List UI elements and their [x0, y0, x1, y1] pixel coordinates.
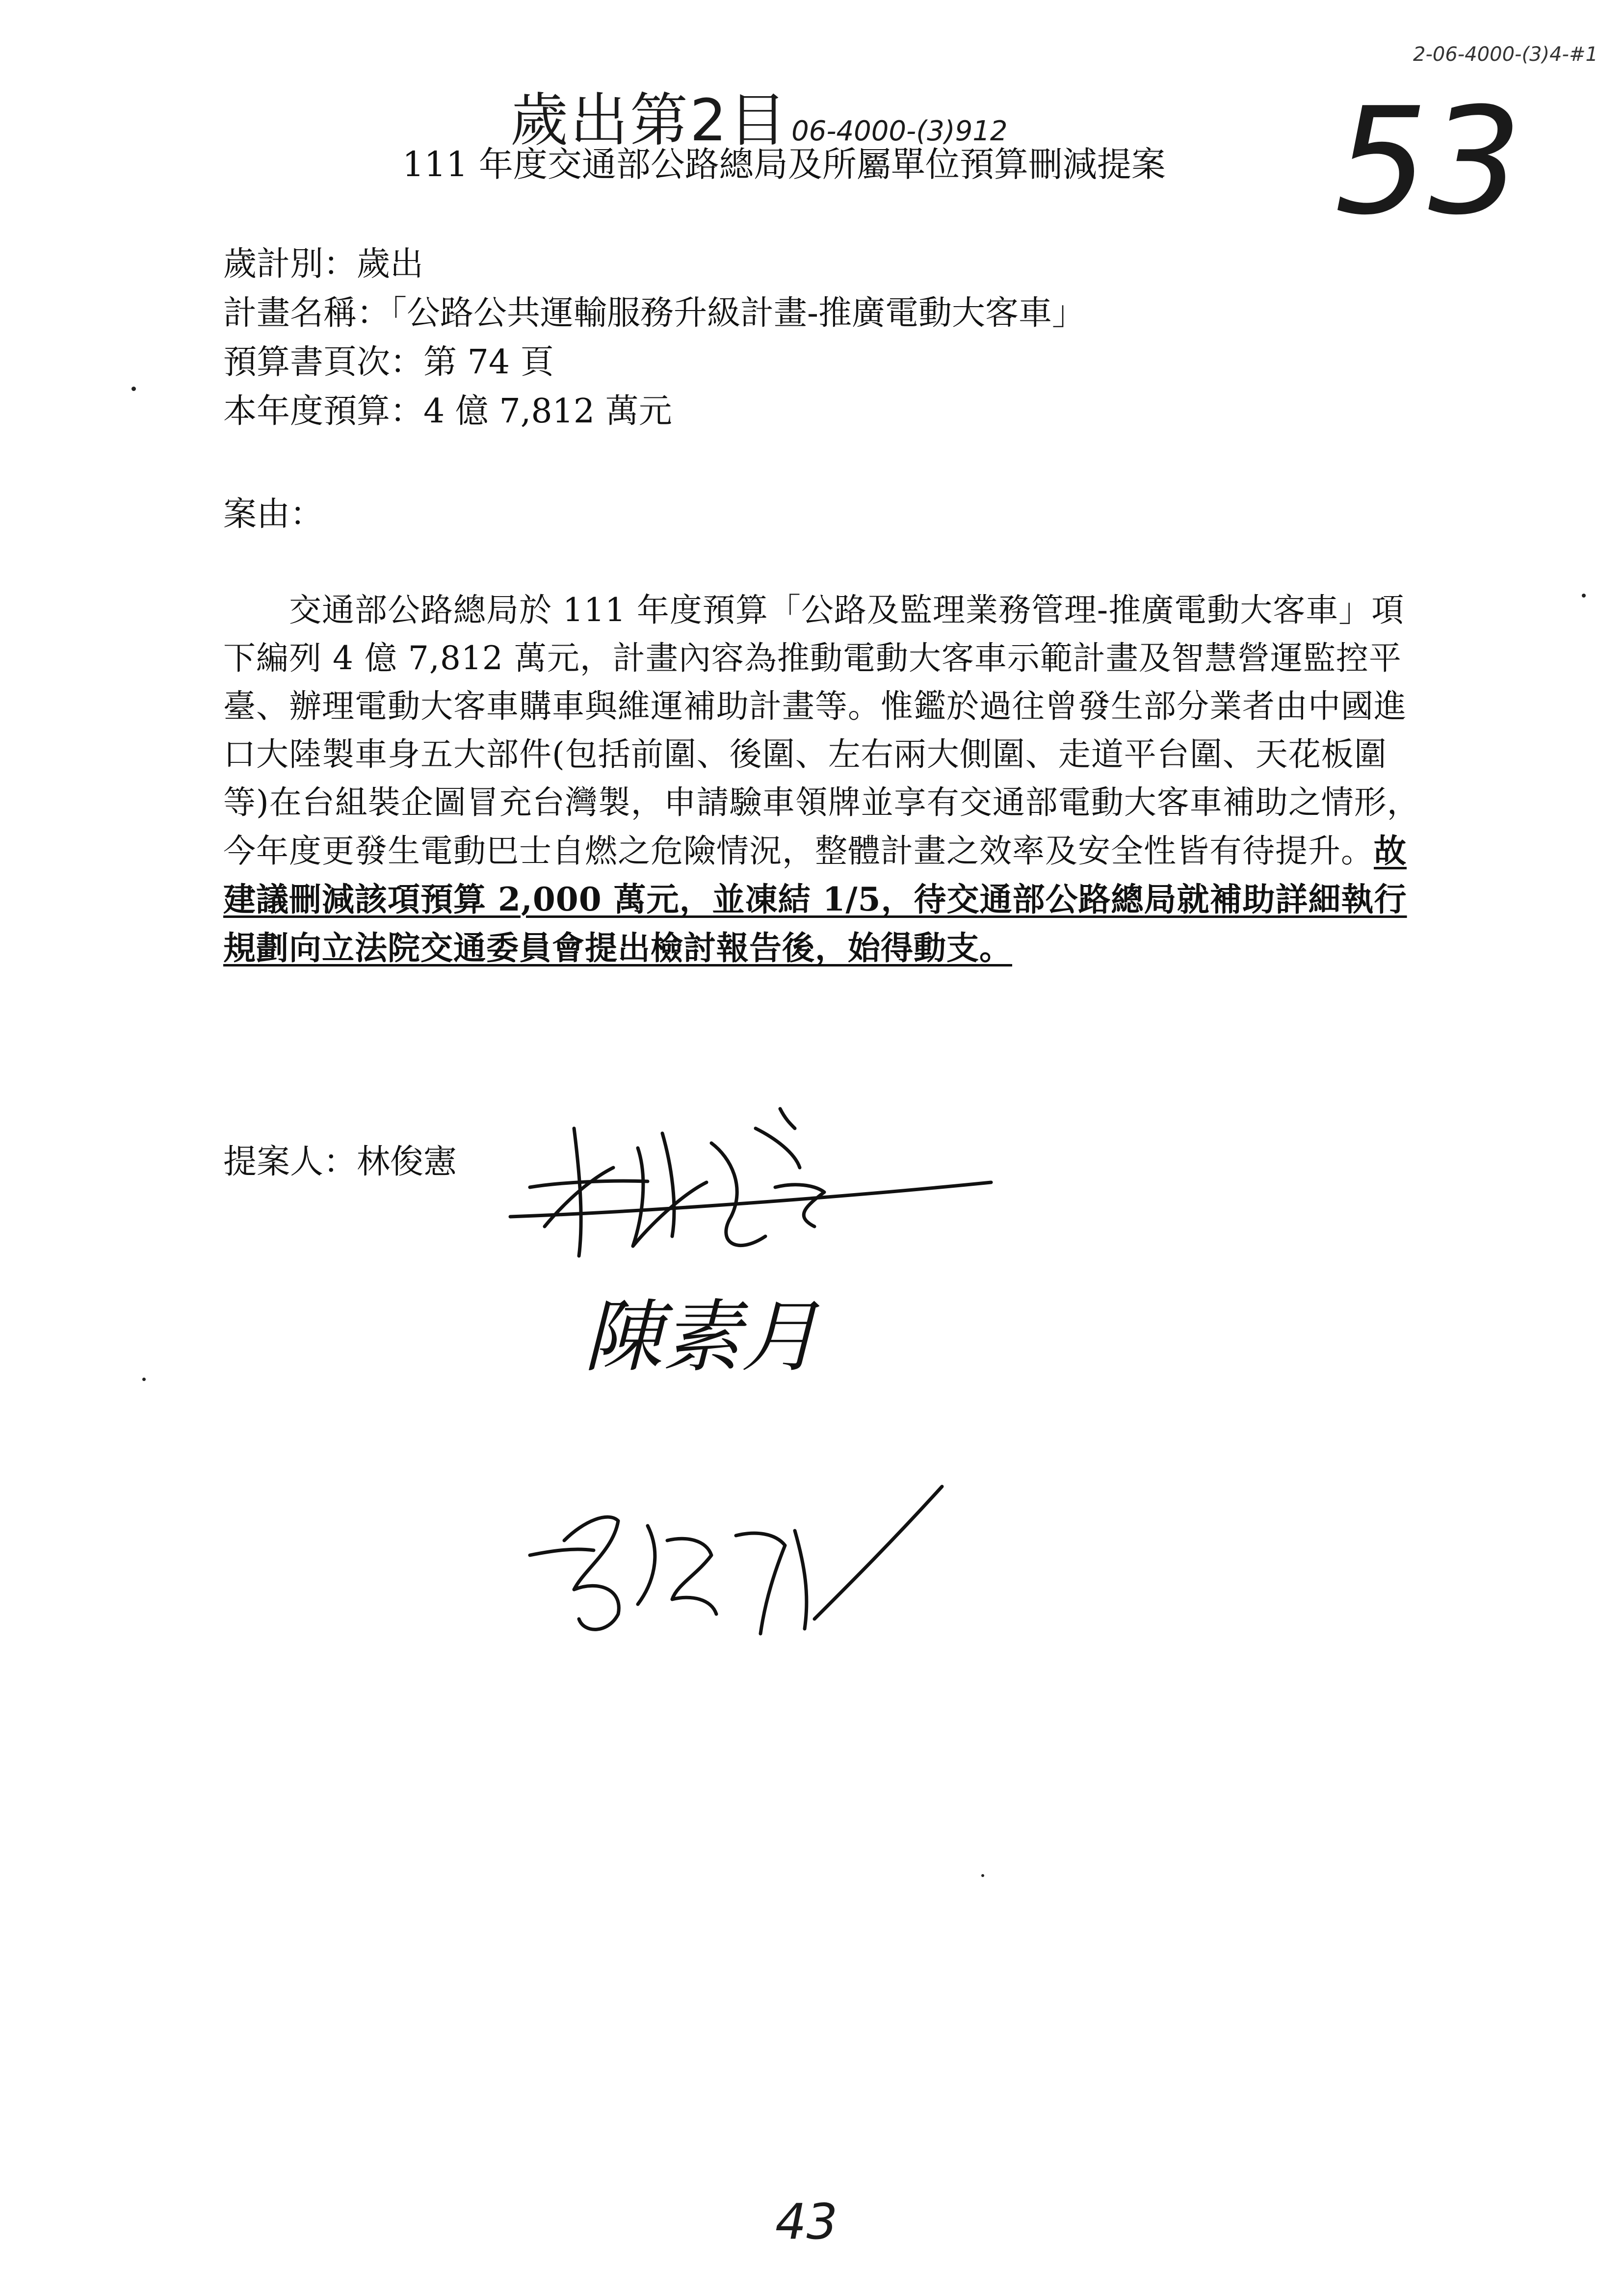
signature-chen[interactable]	[584, 1291, 820, 1383]
signatures	[500, 1070, 1089, 1668]
proposer-label: 提案人：林俊憲	[223, 1143, 457, 1181]
footer-page-number: 43	[775, 2193, 838, 2250]
section-code: 06-4000-(3)912	[791, 115, 1008, 147]
plan-name: 計畫名稱：「公路公共運輸服務升級計畫-推廣電動大客車」	[223, 294, 1085, 333]
scan-speck	[142, 1378, 146, 1381]
page-mark: 53	[1335, 76, 1522, 247]
scan-speck	[1582, 594, 1586, 598]
reason-body: 交通部公路總局於 111 年度預算「公路及監理業務管理-推廣電動大客車」項下編列 4 億 7,812 萬元，計畫內容為推動電動大客車示範計畫及智慧營運監控平臺、辦理電動大客車購車與維運補助計畫等。惟鑑於過往曾發生部分業者由中國進口大陸製車身五大部件(包括前圍、後圍、左右兩大側圍、走道平台圍、天花板圍等)在台組裝企圖冒充台灣製，申請驗車領牌並享有交通部電動大客車補助之情形，今年度更發生電動巴士自燃之危險情況，整體計畫之效率及安全性皆有待提升。	[223, 591, 1420, 870]
section-heading	[510, 74, 1008, 154]
reason-label: 案由：	[223, 495, 324, 534]
annual-budget: 本年度預算：4 億 7,812 萬元	[223, 392, 672, 431]
signature-third	[530, 1487, 942, 1634]
reason-recommendation: 故建議刪減該項預算 2,000 萬元，並凍結 1/5，待交通部公路總局就補助詳細執行規劃向立法院交通委員會提出檢討報告後，始得動支。	[223, 832, 1407, 967]
scan-speck	[131, 387, 136, 391]
signature-lin	[510, 1109, 991, 1256]
budget-page: 預算書頁次：第 74 頁	[223, 343, 554, 382]
corner-code: 2-06-4000-(3)4-#1	[1413, 43, 1598, 66]
section-label: 歲出第2目	[510, 86, 789, 154]
account-type: 歲計別：歲出	[223, 245, 424, 284]
scan-speck	[981, 1874, 984, 1877]
document-title: 111 年度交通部公路總局及所屬單位預算刪減提案	[402, 144, 1166, 184]
cosigner-name: 陳素月	[584, 1291, 820, 1383]
reason-paragraph	[223, 586, 1425, 972]
